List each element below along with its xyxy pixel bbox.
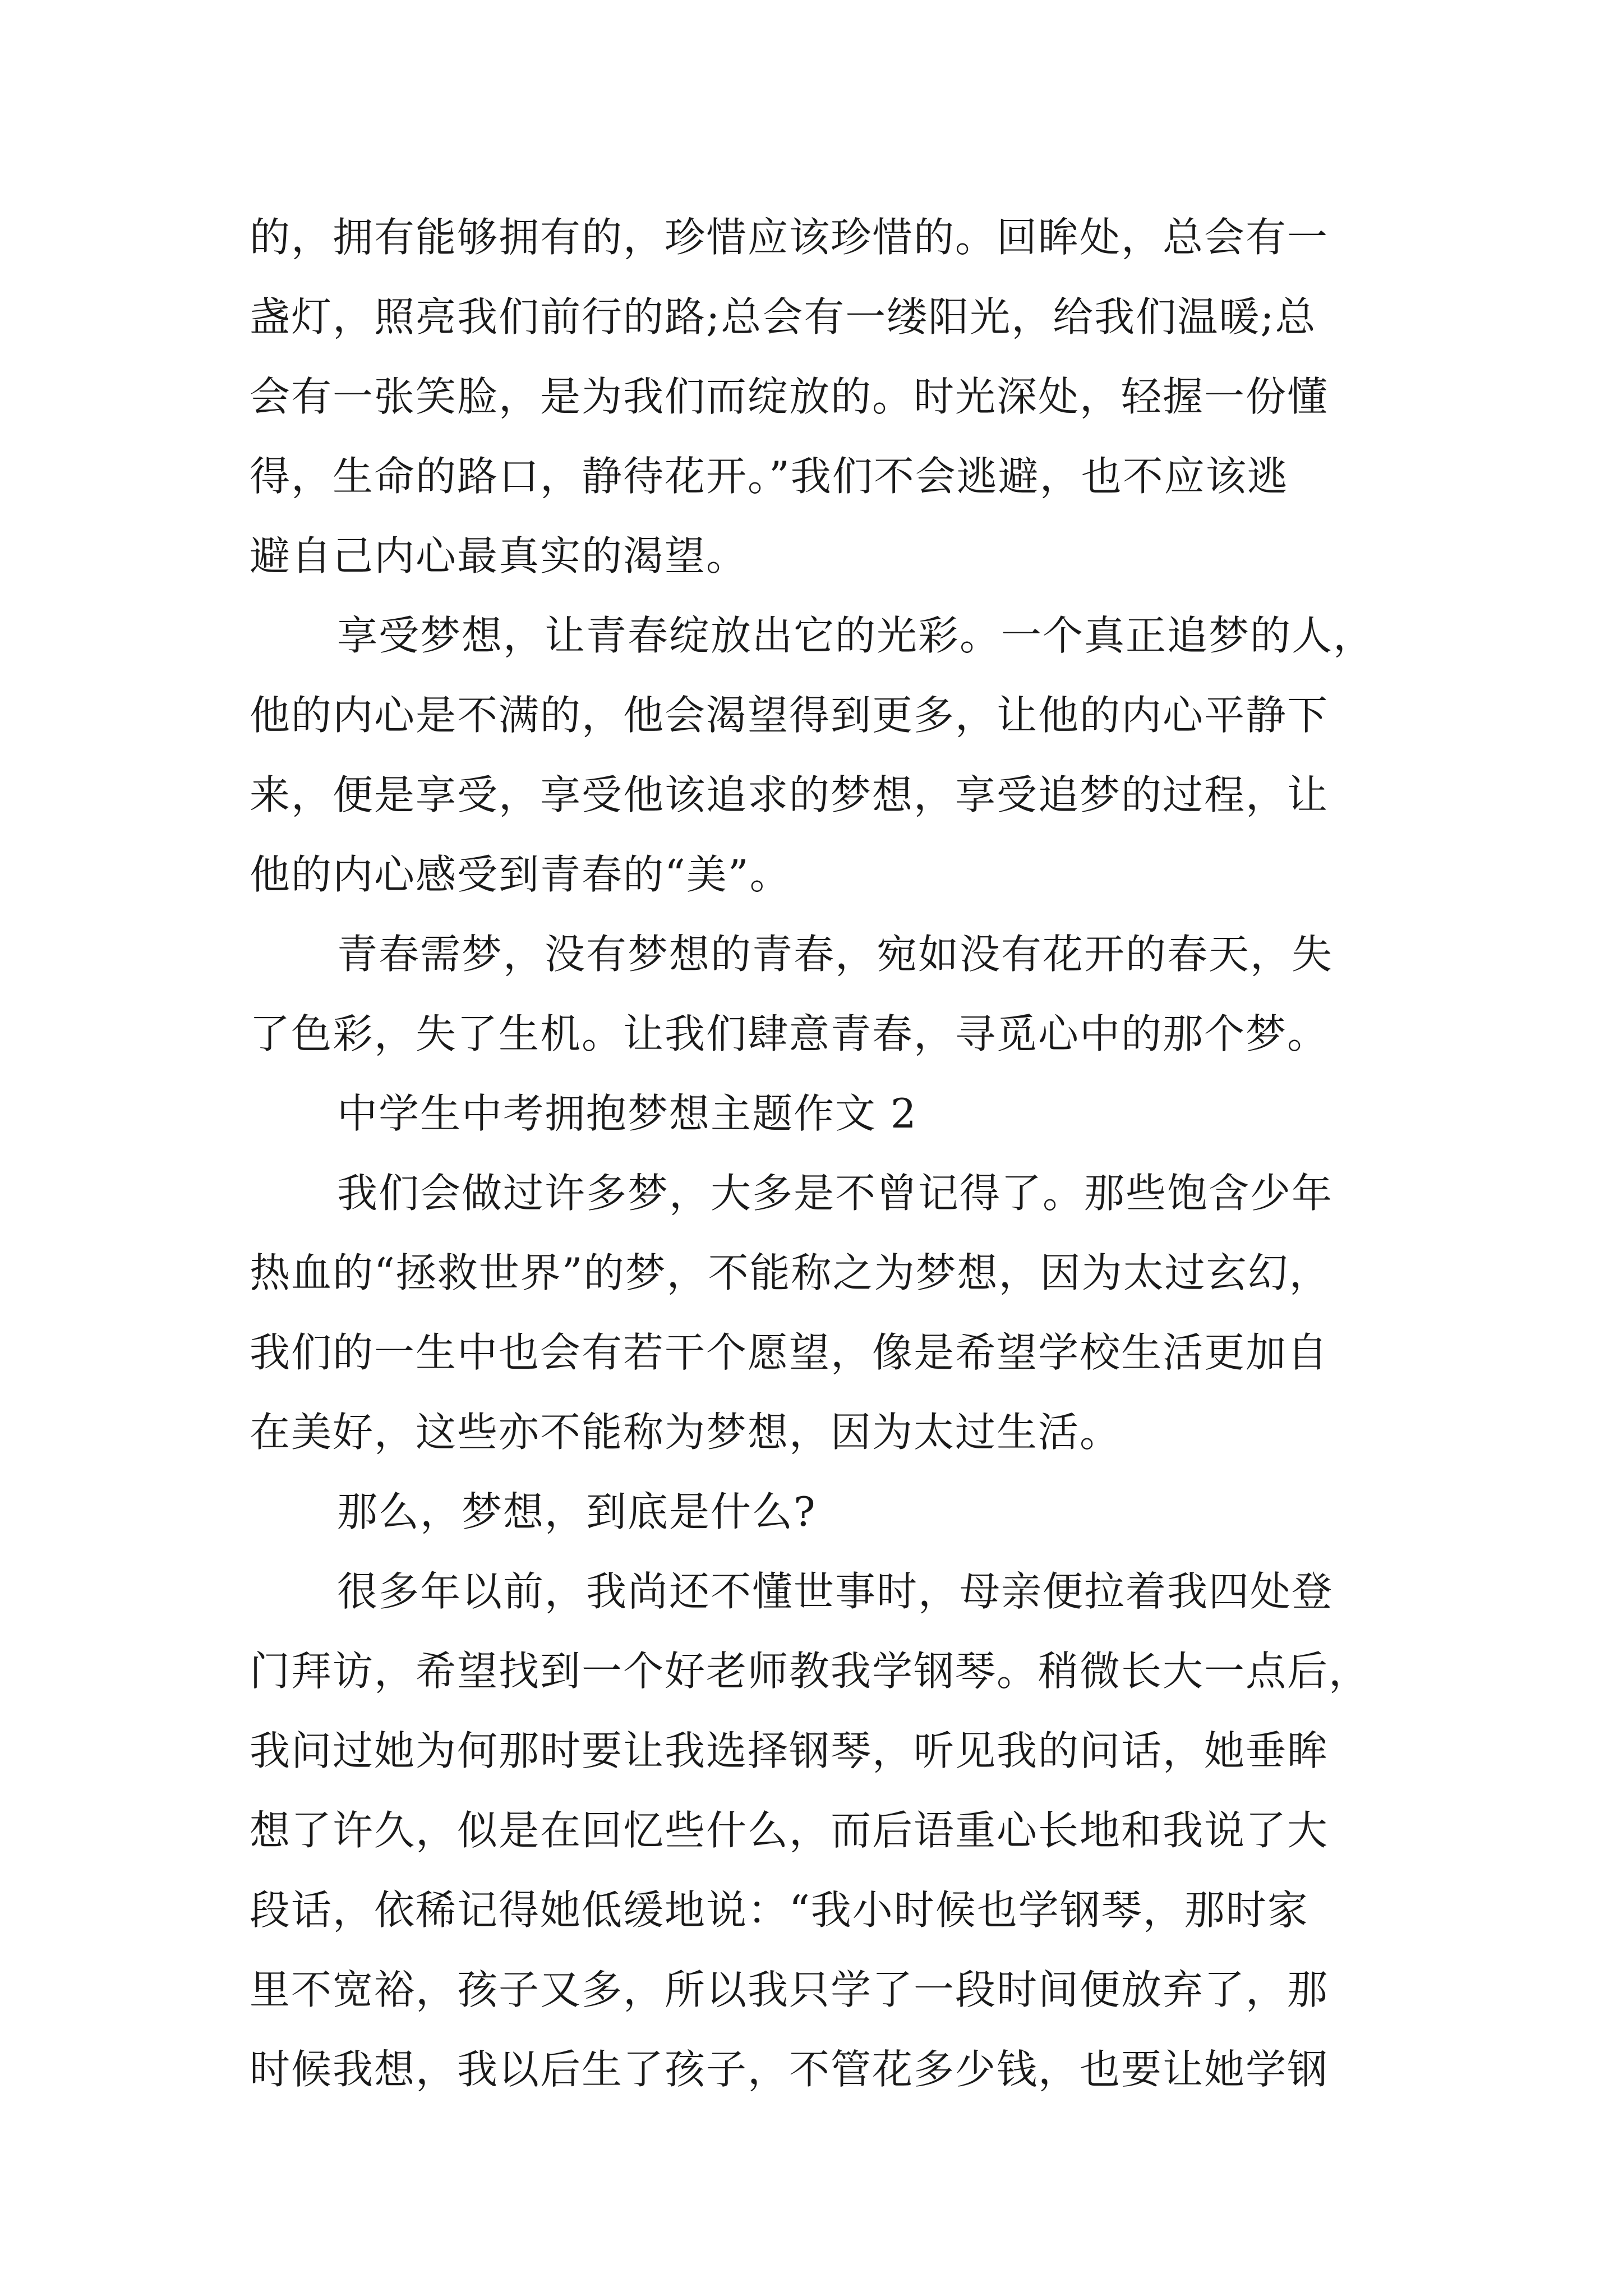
text-line: 里不宽裕，孩子又多，所以我只学了一段时间便放弃了，那 (250, 1966, 1329, 2013)
text-line: 热血的“拯救世界”的梦，不能称之为梦想，因为太过玄幻， (250, 1249, 1331, 1296)
text-line: 盏灯，照亮我们前行的路;总会有一缕阳光，给我们温暖;总 (250, 293, 1317, 341)
text-line: 的，拥有能够拥有的，珍惜应该珍惜的。回眸处，总会有一 (250, 214, 1329, 261)
paragraph-first-line: 青春需梦，没有梦想的青春，宛如没有花开的春天，失 (337, 931, 1334, 978)
paragraph-first-line: 很多年以前，我尚还不懂世事时，母亲便拉着我四处登 (337, 1568, 1334, 1615)
section-heading: 中学生中考拥抱梦想主题作文 2 (337, 1090, 917, 1137)
text-line: 了色彩，失了生机。让我们肆意青春，寻觅心中的那个梦。 (250, 1010, 1329, 1057)
text-line: 想了许久，似是在回忆些什么，而后语重心长地和我说了大 (250, 1807, 1329, 1854)
text-line: 我问过她为何那时要让我选择钢琴，听见我的问话，她垂眸 (250, 1727, 1329, 1774)
text-line: 在美好，这些亦不能称为梦想，因为太过生活。 (250, 1409, 1122, 1456)
text-line: 门拜访，希望找到一个好老师教我学钢琴。稍微长大一点后， (250, 1648, 1371, 1695)
document-page (250, 197, 1394, 2109)
text-line: 他的内心是不满的，他会渴望得到更多，让他的内心平静下 (250, 692, 1329, 739)
paragraph-first-line: 我们会做过许多梦，大多是不曾记得了。那些饱含少年 (337, 1170, 1334, 1217)
text-line: 时候我想，我以后生了孩子，不管花多少钱，也要让她学钢 (250, 2046, 1329, 2093)
text-line: 我们的一生中也会有若干个愿望，像是希望学校生活更加自 (250, 1329, 1329, 1376)
paragraph-first-line: 享受梦想，让青春绽放出它的光彩。一个真正追梦的人， (337, 612, 1375, 659)
text-line: 避自己内心最真实的渴望。 (250, 532, 748, 579)
text-line: 他的内心感受到青春的“美”。 (250, 851, 791, 898)
text-line: 段话，依稀记得她低缓地说：“我小时候也学钢琴，那时家 (250, 1887, 1309, 1934)
text-line: 得，生命的路口，静待花开。”我们不会逃避，也不应该逃 (250, 453, 1289, 500)
text-line: 会有一张笑脸，是为我们而绽放的。时光深处，轻握一份懂 (250, 373, 1329, 420)
paragraph-first-line: 那么，梦想，到底是什么? (337, 1488, 817, 1535)
text-line: 来，便是享受，享受他该追求的梦想，享受追梦的过程，让 (250, 771, 1329, 818)
